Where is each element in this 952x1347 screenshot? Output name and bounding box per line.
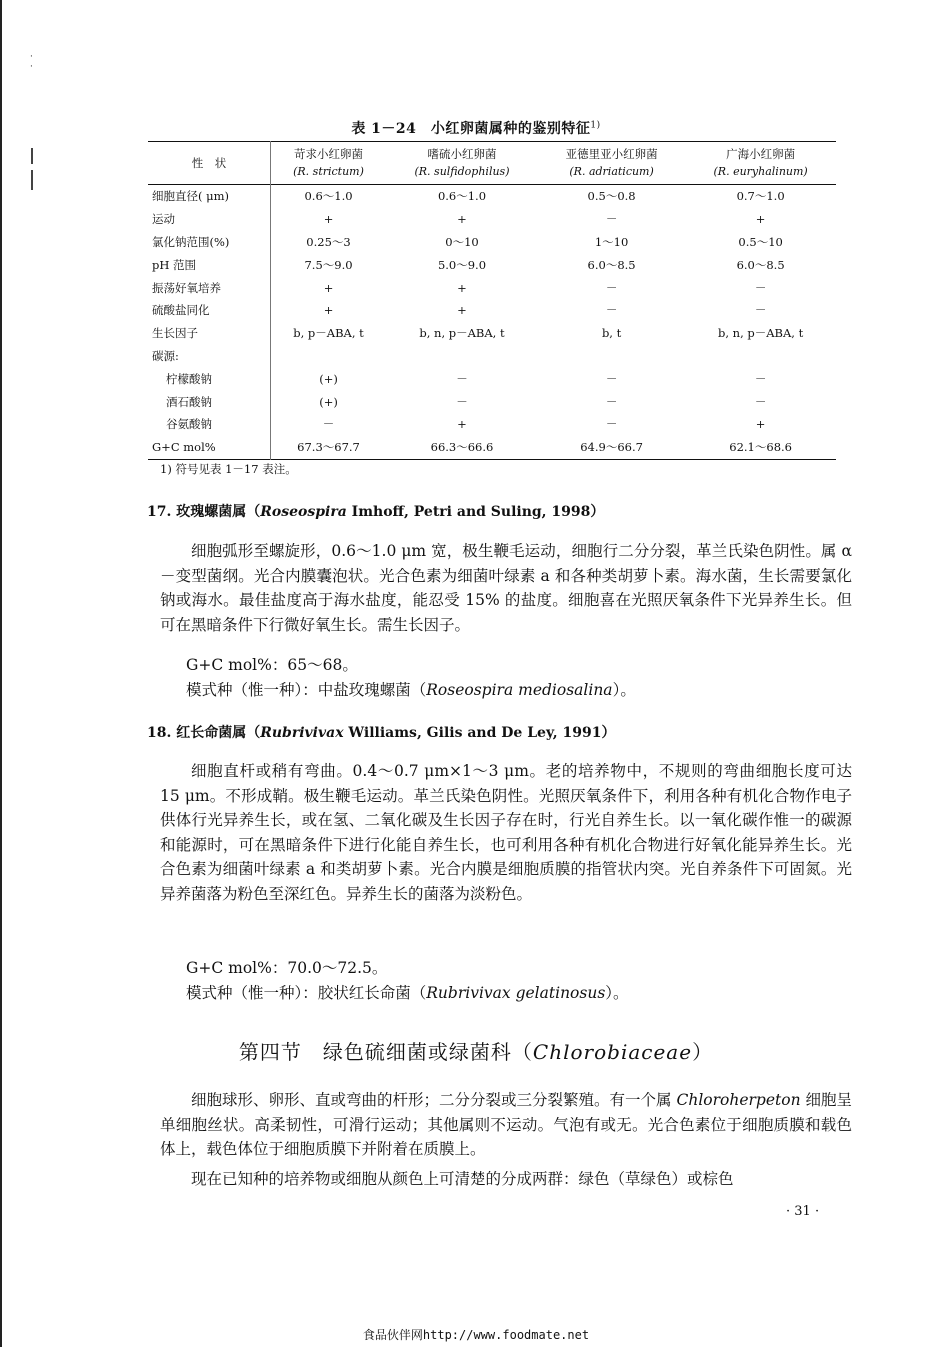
table-cell <box>386 345 538 368</box>
row-label: 酒石酸钠 <box>148 390 271 413</box>
table-row <box>148 231 836 254</box>
table-row <box>148 390 836 413</box>
section-18-gc: G+C mol%：70.0～72.5。 <box>186 959 388 977</box>
section-title-latin: Chlorobiaceae <box>532 1040 693 1064</box>
section-title-suffix: ） <box>692 1040 714 1064</box>
section-4-title <box>0 1036 952 1065</box>
page-number: · 31 · <box>786 1204 820 1219</box>
section-title-text: 第四节 绿色硫细菌或绿菌科（ <box>238 1040 533 1064</box>
table-cell: + <box>323 212 334 227</box>
table-header-cell <box>538 142 685 185</box>
table-header-cell <box>685 142 836 185</box>
table-cell: － <box>605 303 618 318</box>
table-cell: 0.6～1.0 <box>437 189 487 204</box>
table-row <box>148 413 836 436</box>
row-label: 柠檬酸钠 <box>148 367 271 390</box>
table-cell: 64.9～66.7 <box>580 440 643 455</box>
table-cell: 6.0～8.5 <box>587 257 636 272</box>
table-cell: 0.25～3 <box>306 234 351 249</box>
table-header-cell <box>271 142 387 185</box>
table-cell: － <box>754 394 767 409</box>
table-row <box>148 208 836 231</box>
table-cell <box>271 345 387 368</box>
table-cell: + <box>755 212 766 227</box>
table-cell: 66.3～66.6 <box>430 440 494 455</box>
table-header-cell <box>148 142 271 185</box>
table-cell: + <box>457 212 467 227</box>
table-row <box>148 322 836 345</box>
table-row <box>148 276 836 299</box>
para-latin: Chloroherpeton <box>676 1091 801 1109</box>
table-row <box>148 299 836 322</box>
table-cell: 62.1～68.6 <box>729 440 792 455</box>
header-cn-label: 性 状 <box>191 155 227 170</box>
header-cn-label: 广海小红卵菌 <box>726 147 796 161</box>
table-cell: － <box>754 280 767 295</box>
table-cell: － <box>754 303 767 318</box>
section-17-type-species <box>186 678 636 703</box>
table-cell: (+) <box>319 371 338 386</box>
table-cell: b, p－ABA, t <box>293 326 364 341</box>
table-cell: － <box>456 371 468 386</box>
binding-mark <box>31 170 33 190</box>
footer-watermark: 食品伙伴网http://www.foodmate.net <box>362 1328 590 1342</box>
heading-genus: Rubrivivax <box>260 725 344 741</box>
table-cell: + <box>755 417 766 432</box>
table-cell: － <box>322 417 335 432</box>
table-cell: － <box>605 417 618 432</box>
table-cell: 5.0～9.0 <box>437 257 487 272</box>
table-cell: + <box>323 280 334 295</box>
table-cell: b, t <box>601 326 622 341</box>
table-cell: － <box>605 394 618 409</box>
table-cell <box>538 345 685 368</box>
heading-suffix: Williams, Gilis and De Ley, 1991） <box>343 725 616 741</box>
table-cell: (+) <box>319 394 338 409</box>
section-17-heading <box>147 501 604 521</box>
header-latin-label: (R. adriaticum) <box>569 165 654 178</box>
para-text: 细胞球形、卵形、直或弯曲的杆形；二分分裂或三分裂繁殖。有一个属 <box>191 1091 677 1109</box>
table-cell: 0.5～0.8 <box>587 189 636 204</box>
table-cell: － <box>605 280 618 295</box>
binding-mark <box>31 148 33 164</box>
row-label: G+C mol% <box>148 436 271 459</box>
table-footnote: 1) 符号见表 1－17 表注。 <box>160 462 297 476</box>
header-latin-label: (R. sulfidophilus) <box>414 165 510 178</box>
header-latin-label: (R. euryhalinum) <box>713 165 808 178</box>
section-4-paragraph-1 <box>160 1088 852 1162</box>
table-cell: + <box>323 303 334 318</box>
header-cn-label: 苛求小红卵菌 <box>294 147 364 161</box>
heading-prefix: 18. 红长命菌属（ <box>147 725 261 741</box>
table-row <box>148 367 836 390</box>
table-header-row <box>148 142 836 185</box>
table-cell: 1～10 <box>594 234 629 249</box>
type-suffix: ）。 <box>605 984 629 1002</box>
para-text: 细胞呈单细胞丝状。高柔韧性，可滑行运动；其他属则不运动。气泡有或无。光合色素位于细胞质膜和载色体上，载色体位于细胞质膜下并附着在质膜上。 <box>160 1091 852 1159</box>
section-17-paragraph: 细胞弧形至螺旋形，0.6～1.0 μm 宽，极生鞭毛运动，细胞行二分分裂，革兰氏染色阴性。属 α－变型菌纲。光合内膜囊泡状。光合色素为细菌叶绿素 a 和各种类胡萝卜素。海水菌，生长需要氯化钠或海水。最佳盐度高于海水盐度，能忍受 15% 的盐度。细胞喜在光照厌氧条件下光异养生长。但可在黑暗条件下行微好氧生长。需生长因子。 <box>160 542 852 634</box>
row-label: 生长因子 <box>148 322 271 345</box>
row-label: 谷氨酸钠 <box>148 413 271 436</box>
page-edge-rule <box>0 0 2 1347</box>
table-cell: + <box>457 417 467 432</box>
section-4-paragraph-2: 现在已知种的培养物或细胞从颜色上可清楚的分成两群：绿色（草绿色）或棕色 <box>191 1170 734 1188</box>
type-latin: Rubrivivax gelatinosus <box>426 984 606 1002</box>
table-cell: － <box>605 371 618 386</box>
species-table <box>148 141 836 460</box>
type-prefix: 模式种（惟一种）：胶状红长命菌（ <box>186 984 427 1002</box>
table-cell: b, n, p－ABA, t <box>419 326 505 341</box>
table-cell: 0.6～1.0 <box>304 189 353 204</box>
section-18-type-species <box>186 981 629 1006</box>
table-title-text: 表 1－24 小红卵菌属种的鉴别特征 <box>351 121 591 137</box>
row-label: 碳源: <box>148 345 271 368</box>
table-title-note: 1) <box>590 120 601 131</box>
table-cell: 7.5～9.0 <box>304 257 353 272</box>
heading-prefix: 17. 玫瑰螺菌属（ <box>147 504 261 520</box>
table-body <box>148 185 836 460</box>
table-cell: b, n, p－ABA, t <box>718 326 804 341</box>
section-18-heading <box>147 722 615 742</box>
table-row <box>148 185 836 208</box>
table-cell: － <box>754 371 767 386</box>
table-row <box>148 436 836 459</box>
heading-suffix: Imhoff, Petri and Suling, 1998） <box>346 504 605 520</box>
header-cn-label: 嗜硫小红卵菌 <box>427 147 497 161</box>
row-label: 振荡好氧培养 <box>148 276 271 299</box>
table-title <box>0 118 952 138</box>
table-cell: + <box>457 303 467 318</box>
section-17-gc: G+C mol%：65～68。 <box>186 656 358 674</box>
header-cn-label: 亚德里亚小红卵菌 <box>565 147 658 161</box>
table-cell: － <box>456 394 468 409</box>
table-header-cell <box>386 142 538 185</box>
type-suffix: ）。 <box>612 681 636 699</box>
section-18-paragraph: 细胞直杆或稍有弯曲。0.4～0.7 μm×1～3 μm。老的培养物中，不规则的弯曲细胞长度可达 15 μm。不形成鞘。极生鞭毛运动。革兰氏染色阴性。光照厌氧条件下，利用各种有机化合物作电子供体行光异养生长，或在氢、二氧化碳及生长因子存在时，行光自养生长。以一氧化碳作惟一的碳源和能源时，可在黑暗条件下进行化能自养生长，也可利用各种有机化合物进行好氧化能异养生长。光合色素为细菌叶绿素 a 和类胡萝卜素。光合内膜是细胞质膜的指管状内突。光自养条件下可固氮。光异养菌落为粉色至深红色。异养生长的菌落为淡粉色。 <box>160 762 852 903</box>
table-cell: 6.0～8.5 <box>736 257 785 272</box>
table-cell: － <box>605 212 618 227</box>
table-cell: 0.5～10 <box>738 234 783 249</box>
header-latin-label: (R. strictum) <box>293 165 364 178</box>
table-cell: 0～10 <box>445 234 479 249</box>
scan-mark-dots: · · <box>30 52 33 72</box>
type-prefix: 模式种（惟一种）：中盐玫瑰螺菌（ <box>186 681 427 699</box>
table-row <box>148 345 836 368</box>
row-label: 氯化钠范围(%) <box>148 231 271 254</box>
table-row <box>148 253 836 276</box>
row-label: 运动 <box>148 208 271 231</box>
heading-genus: Roseospira <box>260 504 347 520</box>
row-label: 硫酸盐同化 <box>148 299 271 322</box>
row-label: 细胞直径( μm) <box>148 185 271 208</box>
type-latin: Roseospira mediosalina <box>426 681 613 699</box>
row-label: pH 范围 <box>148 253 271 276</box>
table-cell: 0.7～1.0 <box>736 189 785 204</box>
table-cell: + <box>457 280 467 295</box>
table-cell <box>685 345 836 368</box>
table-cell: 67.3～67.7 <box>297 440 360 455</box>
